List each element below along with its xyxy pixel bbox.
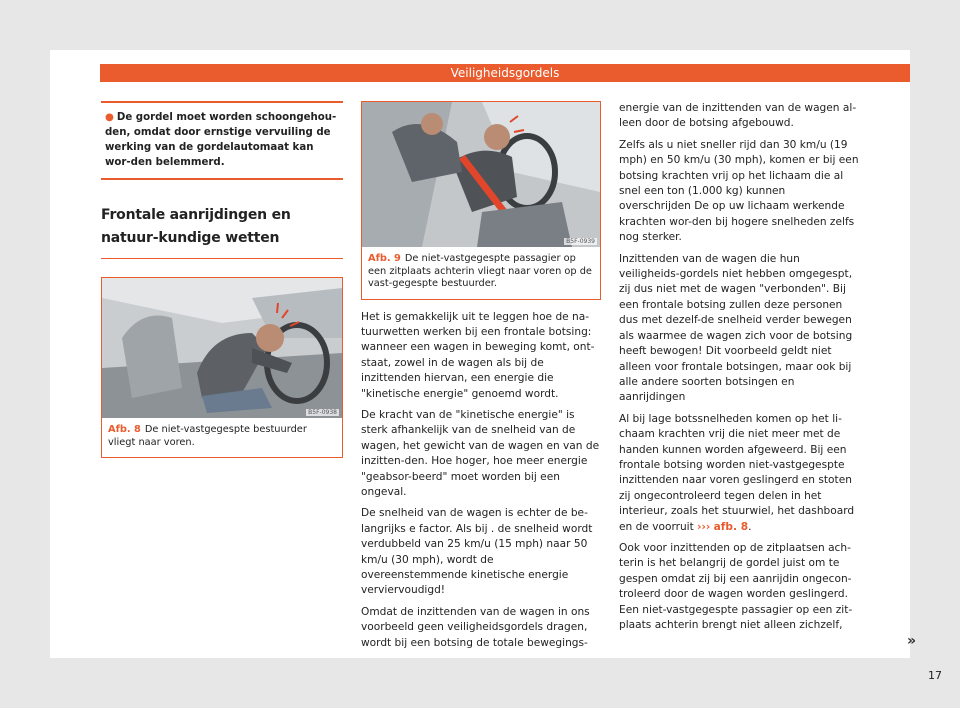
figure-9-illustration (362, 102, 600, 247)
chapter-header: Veiligheidsgordels (100, 64, 910, 82)
continuation-icon: » (907, 633, 917, 649)
figure-8-label: Afb. 8 (108, 424, 141, 435)
passenger-crash-illustration (362, 102, 600, 247)
paragraph: De kracht van de "kinetische energie" is sterk afhankelijk van de snelheid van de wagen, het gewicht van de wagen en van de inzitten-den. Hoe hoger, hoe meer energie "geabsor-beerd" moet worden bij een ongeval. (361, 408, 600, 498)
warning-bullet-icon: ● (105, 112, 114, 123)
column-1 (101, 101, 343, 458)
paragraph-with-reference (619, 412, 859, 535)
paragraph: Zelfs als u niet sneller rijd dan 30 km/u (19 mph) en 50 km/u (30 mph), komen er bij een botsing krachten vrij op het lichaam die al snel een ton (1.000 kg) kunnen overschrijden De op uw lichaam werkende krachten wor-den bij hogere snelheden zelfs nog sterker. (619, 138, 859, 244)
section-heading: Frontale aanrijdingen en natuur-kundige wetten (101, 204, 343, 259)
paragraph: Inzittenden van de wagen die hun veiligheids-gordels niet hebben omgegespt, zij dus niet met de wagen "verbonden". Bij een frontale botsing zullen deze personen dus met dezelf-de snelheid verder bewegen als waarmee de wagen zich voor de botsing heeft bewogen! Dit voorbeeld geldt niet alleen voor frontale botsingen, maar ook bij alle andere soorten botsingen en aanrijdingen (619, 252, 853, 404)
warning-text: De gordel moet worden schoongehou-den, omdat door ernstige vervuiling de werking van de gordelautomaat kan wor-den belemmerd. (105, 112, 337, 168)
page-number: 17 (928, 669, 942, 682)
paragraph: Omdat de inzittenden van de wagen in ons voorbeeld geen veiligheidsgordels dragen, wordt bij een botsing de totale bewegings- (361, 605, 590, 649)
figure-8-code: B5F-0938 (308, 409, 337, 416)
figure-reference-arrows: ››› (697, 520, 711, 533)
column-2-body (361, 310, 601, 652)
paragraph: De snelheid van de wagen is echter de be-langrijks e factor. Als bij . de snelheid wordt verdubbeld van 25 km/u (15 mph) naar 50 km/u (30 mph), wordt de overeenstemmende kinetische energie verviervoudigd! (361, 507, 593, 597)
paragraph-end: . (748, 520, 752, 533)
figure-9 (361, 101, 601, 300)
figure-8 (101, 277, 343, 458)
warning-box (101, 101, 343, 180)
figure-9-label: Afb. 9 (368, 253, 401, 264)
page (50, 50, 942, 682)
figure-9-code: B5F-0939 (566, 238, 595, 245)
paragraph-text: Al bij lage botssnelheden komen op het li-chaam krachten vrij die niet meer met de handen kunnen worden afgeweerd. Bij een frontale botsing worden niet-vastgegespte inzittenden naar voren geslingerd en stoten zij ongecontroleerd tegen delen in het interieur, zoals het stuurwiel, het dashboard en de voorruit (619, 412, 855, 533)
paragraph: Het is gemakkelijk uit te leggen hoe de na-tuurwetten werken bij een frontale botsing: wanneer een wagen in beweging komt, ont-staat, zowel in de wagen als bij de inzittenden hiervan, een energie die "kinetische energie" genoemd wordt. (361, 310, 595, 400)
paragraph: energie van de inzittenden van de wagen al-leen door de botsing afgebouwd. (619, 102, 857, 130)
column-3 (619, 101, 859, 639)
figure-8-caption (102, 418, 342, 457)
figure-8-caption-text: De niet-vastgegespte bestuurder vliegt naar voren. (108, 424, 307, 448)
figure-reference-link[interactable]: afb. 8 (713, 520, 749, 533)
figure-9-caption-text: De niet-vastgegespte passagier op een zitplaats achterin vliegt naar voren op de vast-gegespte bestuurder. (368, 253, 592, 289)
column-2 (361, 101, 601, 657)
paragraph: Ook voor inzittenden op de zitplaatsen ach-terin is het belangrij de gordel juist om te gespen omdat zij bij een aanrijdin ongecon-troleerd door de wagen worden geslingerd. Een niet-vastgegespte passagier op een zit-plaats achterin brengt niet alleen zichzelf, (619, 541, 853, 631)
driver-crash-illustration (102, 278, 342, 418)
figure-8-illustration (102, 278, 342, 418)
figure-9-caption (362, 247, 600, 299)
